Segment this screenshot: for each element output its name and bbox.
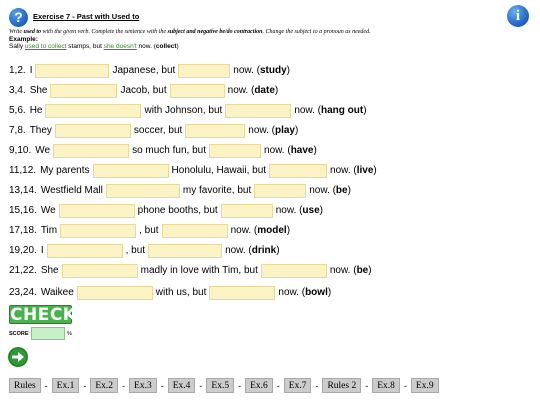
row-number: 15,16.: [9, 205, 37, 216]
row-subject: I: [40, 245, 44, 256]
nav-separator: -: [403, 380, 407, 391]
row-number: 7,8.: [9, 125, 26, 136]
row-after: now. (: [248, 125, 275, 136]
row-number: 13,14.: [9, 185, 37, 196]
help-icon[interactable]: ?: [9, 8, 28, 27]
row-subject: They: [29, 125, 52, 136]
row-verb: use: [302, 205, 320, 216]
instr-em-2: subject and negative be/do contraction: [167, 29, 263, 35]
row-middle: madly in love with Tim, but: [140, 265, 258, 276]
nav-separator: -: [160, 380, 164, 391]
nav-separator: -: [276, 380, 280, 391]
row-middle: Honolulu, Hawaii, but: [171, 165, 267, 176]
nav-tab[interactable]: Ex.3: [129, 378, 157, 393]
row-number: 9,10.: [9, 145, 32, 156]
row-number: 23,24.: [9, 287, 37, 298]
exercise-nav: [9, 378, 439, 393]
row-verb: hang out: [321, 105, 364, 116]
nav-tab[interactable]: Ex.6: [245, 378, 273, 393]
row-subject: She: [29, 85, 48, 96]
example-post: now. (: [136, 43, 156, 50]
row-after: now. (: [225, 245, 252, 256]
row-after: now. (: [309, 185, 336, 196]
check-button[interactable]: CHECK: [10, 305, 77, 325]
row-after: now. (: [264, 145, 291, 156]
next-arrow-icon[interactable]: [8, 347, 28, 367]
nav-tab[interactable]: Rules 2: [322, 378, 361, 393]
row-middle: my favorite, but: [182, 185, 252, 196]
example-sentence: [9, 43, 179, 50]
row-number: 19,20.: [9, 245, 37, 256]
row-subject: I: [29, 65, 33, 76]
answer-blank-2[interactable]: [254, 184, 306, 198]
nav-tab[interactable]: Ex.7: [284, 378, 312, 393]
row-verb: have: [290, 145, 314, 156]
row-verb: be: [335, 185, 348, 196]
answer-blank-1[interactable]: [59, 204, 135, 218]
row-middle: soccer, but: [133, 125, 183, 136]
row-after: now. (: [278, 287, 306, 298]
answer-blank-1[interactable]: [55, 124, 131, 138]
answer-blank-2[interactable]: [225, 104, 291, 118]
nav-separator: -: [315, 380, 319, 391]
instr-em-1: used to: [23, 29, 42, 35]
row-middle: with us, but: [155, 287, 207, 298]
exercise-row: [9, 62, 290, 79]
row-close: ): [373, 165, 377, 176]
example-label-colon: :: [35, 36, 38, 43]
nav-separator: -: [83, 380, 87, 391]
exercise-title[interactable]: Exercise 7 - Past with Used to: [33, 12, 140, 21]
row-close: ): [368, 265, 372, 276]
arrow-right-icon: [8, 347, 28, 367]
row-middle: , but: [125, 245, 146, 256]
answer-blank-2[interactable]: [162, 224, 228, 238]
exercise-row: [9, 262, 372, 279]
row-verb: bowl: [305, 287, 328, 298]
row-close: ): [276, 245, 280, 256]
exercise-row: [9, 142, 317, 159]
exercise-row: [9, 284, 331, 301]
answer-blank-2[interactable]: [269, 164, 327, 178]
row-verb: live: [356, 165, 374, 176]
row-number: 11,12.: [9, 165, 37, 176]
nav-separator: -: [122, 380, 126, 391]
row-close: ): [313, 145, 317, 156]
row-after: now. (: [233, 65, 260, 76]
row-subject: We: [40, 205, 56, 216]
nav-tab[interactable]: Ex.1: [52, 378, 80, 393]
row-subject: Westfield Mall: [40, 185, 103, 196]
row-verb: drink: [251, 245, 277, 256]
answer-blank-2[interactable]: [221, 204, 273, 218]
row-middle: so much fun, but: [132, 145, 207, 156]
row-close: ): [363, 105, 367, 116]
row-middle: , but: [139, 225, 159, 236]
row-verb: play: [274, 125, 295, 136]
row-after: now. (: [294, 105, 321, 116]
answer-blank-2[interactable]: [209, 144, 261, 158]
row-verb: date: [254, 85, 275, 96]
row-middle: with Johnson, but: [144, 105, 223, 116]
score-label: SCORE: [9, 331, 29, 337]
row-subject: She: [40, 265, 59, 276]
instr-text-2: with the given verb. Complete the sentence with the: [41, 29, 168, 35]
nav-tab[interactable]: Ex.2: [90, 378, 118, 393]
nav-tab[interactable]: Ex.5: [206, 378, 234, 393]
score-field: [31, 327, 65, 340]
row-number: 5,6.: [9, 105, 26, 116]
row-close: ): [286, 65, 290, 76]
row-middle: phone booths, but: [137, 205, 218, 216]
instructions: [9, 29, 371, 35]
info-icon[interactable]: i: [507, 5, 529, 27]
answer-blank-1[interactable]: [53, 144, 129, 158]
nav-tab[interactable]: Ex.8: [372, 378, 400, 393]
answer-blank-2[interactable]: [170, 84, 225, 98]
row-subject: He: [29, 105, 43, 116]
answer-blank-1[interactable]: [93, 164, 169, 178]
exercise-row: [9, 182, 351, 199]
answer-blank-1[interactable]: [60, 224, 136, 238]
row-subject: We: [35, 145, 51, 156]
instr-text-1: Write: [9, 29, 24, 35]
answer-blank-1[interactable]: [35, 64, 109, 78]
exercise-row: [9, 222, 290, 239]
row-close: ): [286, 225, 291, 236]
row-number: 21,22.: [9, 265, 37, 276]
answer-blank-1[interactable]: [50, 84, 117, 98]
row-close: ): [347, 185, 351, 196]
example-answer-1: used to collect: [24, 43, 67, 50]
score-percent: %: [67, 331, 72, 337]
row-close: ): [319, 205, 323, 216]
row-middle: Japanese, but: [112, 65, 176, 76]
row-number: 17,18.: [9, 225, 37, 236]
nav-tab[interactable]: Rules: [9, 378, 41, 393]
exercise-row: [9, 242, 280, 259]
answer-blank-1[interactable]: [106, 184, 180, 198]
row-subject: Waikee: [40, 287, 74, 298]
exercise-row: [9, 162, 377, 179]
row-number: 1,2.: [9, 65, 26, 76]
exercise-row: [9, 202, 323, 219]
example-mid: stamps, but: [66, 43, 104, 50]
row-verb: be: [356, 265, 369, 276]
row-subject: My parents: [40, 165, 90, 176]
answer-blank-2[interactable]: [178, 64, 230, 78]
row-verb: model: [257, 225, 287, 236]
row-close: ): [274, 85, 279, 96]
answer-blank-2[interactable]: [148, 244, 222, 258]
answer-blank-1[interactable]: [62, 264, 138, 278]
example-label-text: Example: [9, 36, 36, 43]
row-after: now. (: [329, 265, 357, 276]
exercise-row: [9, 122, 298, 139]
example-verb: collect: [155, 43, 177, 50]
answer-blank-1[interactable]: [77, 286, 153, 300]
exercise-row: [9, 102, 367, 119]
example-close: ): [176, 43, 179, 50]
row-after: now. (: [230, 225, 258, 236]
instr-text-3: . Change the subject to a pronoun as needed.: [262, 29, 371, 35]
row-verb: study: [259, 65, 287, 76]
answer-blank-2[interactable]: [185, 124, 245, 138]
nav-tab[interactable]: Ex.4: [168, 378, 196, 393]
example-answer-2: she doesn't: [103, 43, 137, 50]
answer-blank-1[interactable]: [47, 244, 123, 258]
answer-blank-1[interactable]: [45, 104, 141, 118]
example-pre: Sally: [9, 43, 25, 50]
exercise-row: [9, 82, 278, 99]
row-middle: Jacob, but: [120, 85, 167, 96]
row-close: ): [294, 125, 299, 136]
nav-tab[interactable]: Ex.9: [411, 378, 439, 393]
row-after: now. (: [227, 85, 255, 96]
example-label: [9, 36, 38, 43]
nav-separator: -: [199, 380, 203, 391]
nav-separator: -: [44, 380, 48, 391]
row-after: now. (: [330, 165, 357, 176]
row-subject: Tim: [40, 225, 58, 236]
answer-blank-2[interactable]: [209, 286, 275, 300]
nav-separator: -: [365, 380, 369, 391]
row-after: now. (: [275, 205, 303, 216]
row-number: 3,4.: [9, 85, 26, 96]
row-close: ): [327, 287, 332, 298]
answer-blank-2[interactable]: [261, 264, 327, 278]
nav-separator: -: [238, 380, 242, 391]
